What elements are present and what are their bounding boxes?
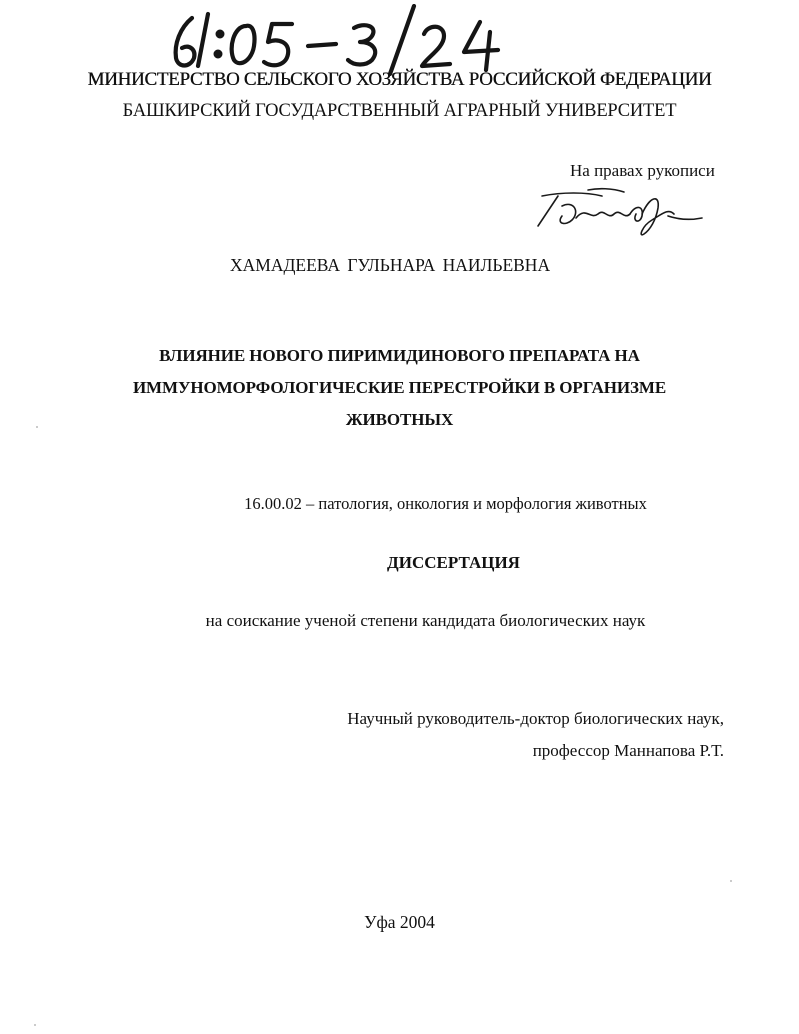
specialty-code: 16.00.02 – патология, онкология и морфология животных (244, 494, 647, 513)
author-signature (532, 186, 707, 242)
university-name: БАШКИРСКИЙ ГОСУДАРСТВЕННЫЙ АГРАРНЫЙ УНИВЕРСИТЕТ (122, 101, 677, 121)
dissertation-title (0, 340, 799, 436)
title-line-3: ЖИВОТНЫХ (345, 410, 454, 429)
handwritten-number-drawing (168, 4, 508, 76)
manuscript-rights-label: На правах рукописи (570, 161, 715, 180)
handwritten-archive-number (168, 4, 508, 76)
city-year: Уфа 2004 (364, 912, 435, 932)
supervisor-line-1: Научный руководитель-доктор биологических наук, (347, 709, 724, 728)
title-line-2: ИММУНОМОРФОЛОГИЧЕСКИЕ ПЕРЕСТРОЙКИ В ОРГАНИЗМЕ (132, 378, 667, 397)
work-type-heading: ДИССЕРТАЦИЯ (387, 553, 520, 572)
author-name: ХАМАДЕЕВА ГУЛЬНАРА НАИЛЬЕВНА (230, 255, 551, 275)
ministry-name: МИНИСТЕРСТВО СЕЛЬСКОГО ХОЗЯЙСТВА РОССИЙСКОЙ ФЕДЕРАЦИИ (87, 69, 712, 90)
scan-speck (36, 426, 38, 428)
title-line-1: ВЛИЯНИЕ НОВОГО ПИРИМИДИНОВОГО ПРЕПАРАТА НА (159, 346, 640, 365)
scientific-supervisor (326, 703, 724, 767)
scan-speck (730, 880, 732, 882)
signature-drawing (532, 186, 707, 242)
scan-speck (34, 1024, 36, 1026)
supervisor-line-2: профессор Маннапова Р.Т. (532, 741, 724, 760)
degree-statement: на соискание ученой степени кандидата биологических наук (205, 611, 646, 630)
